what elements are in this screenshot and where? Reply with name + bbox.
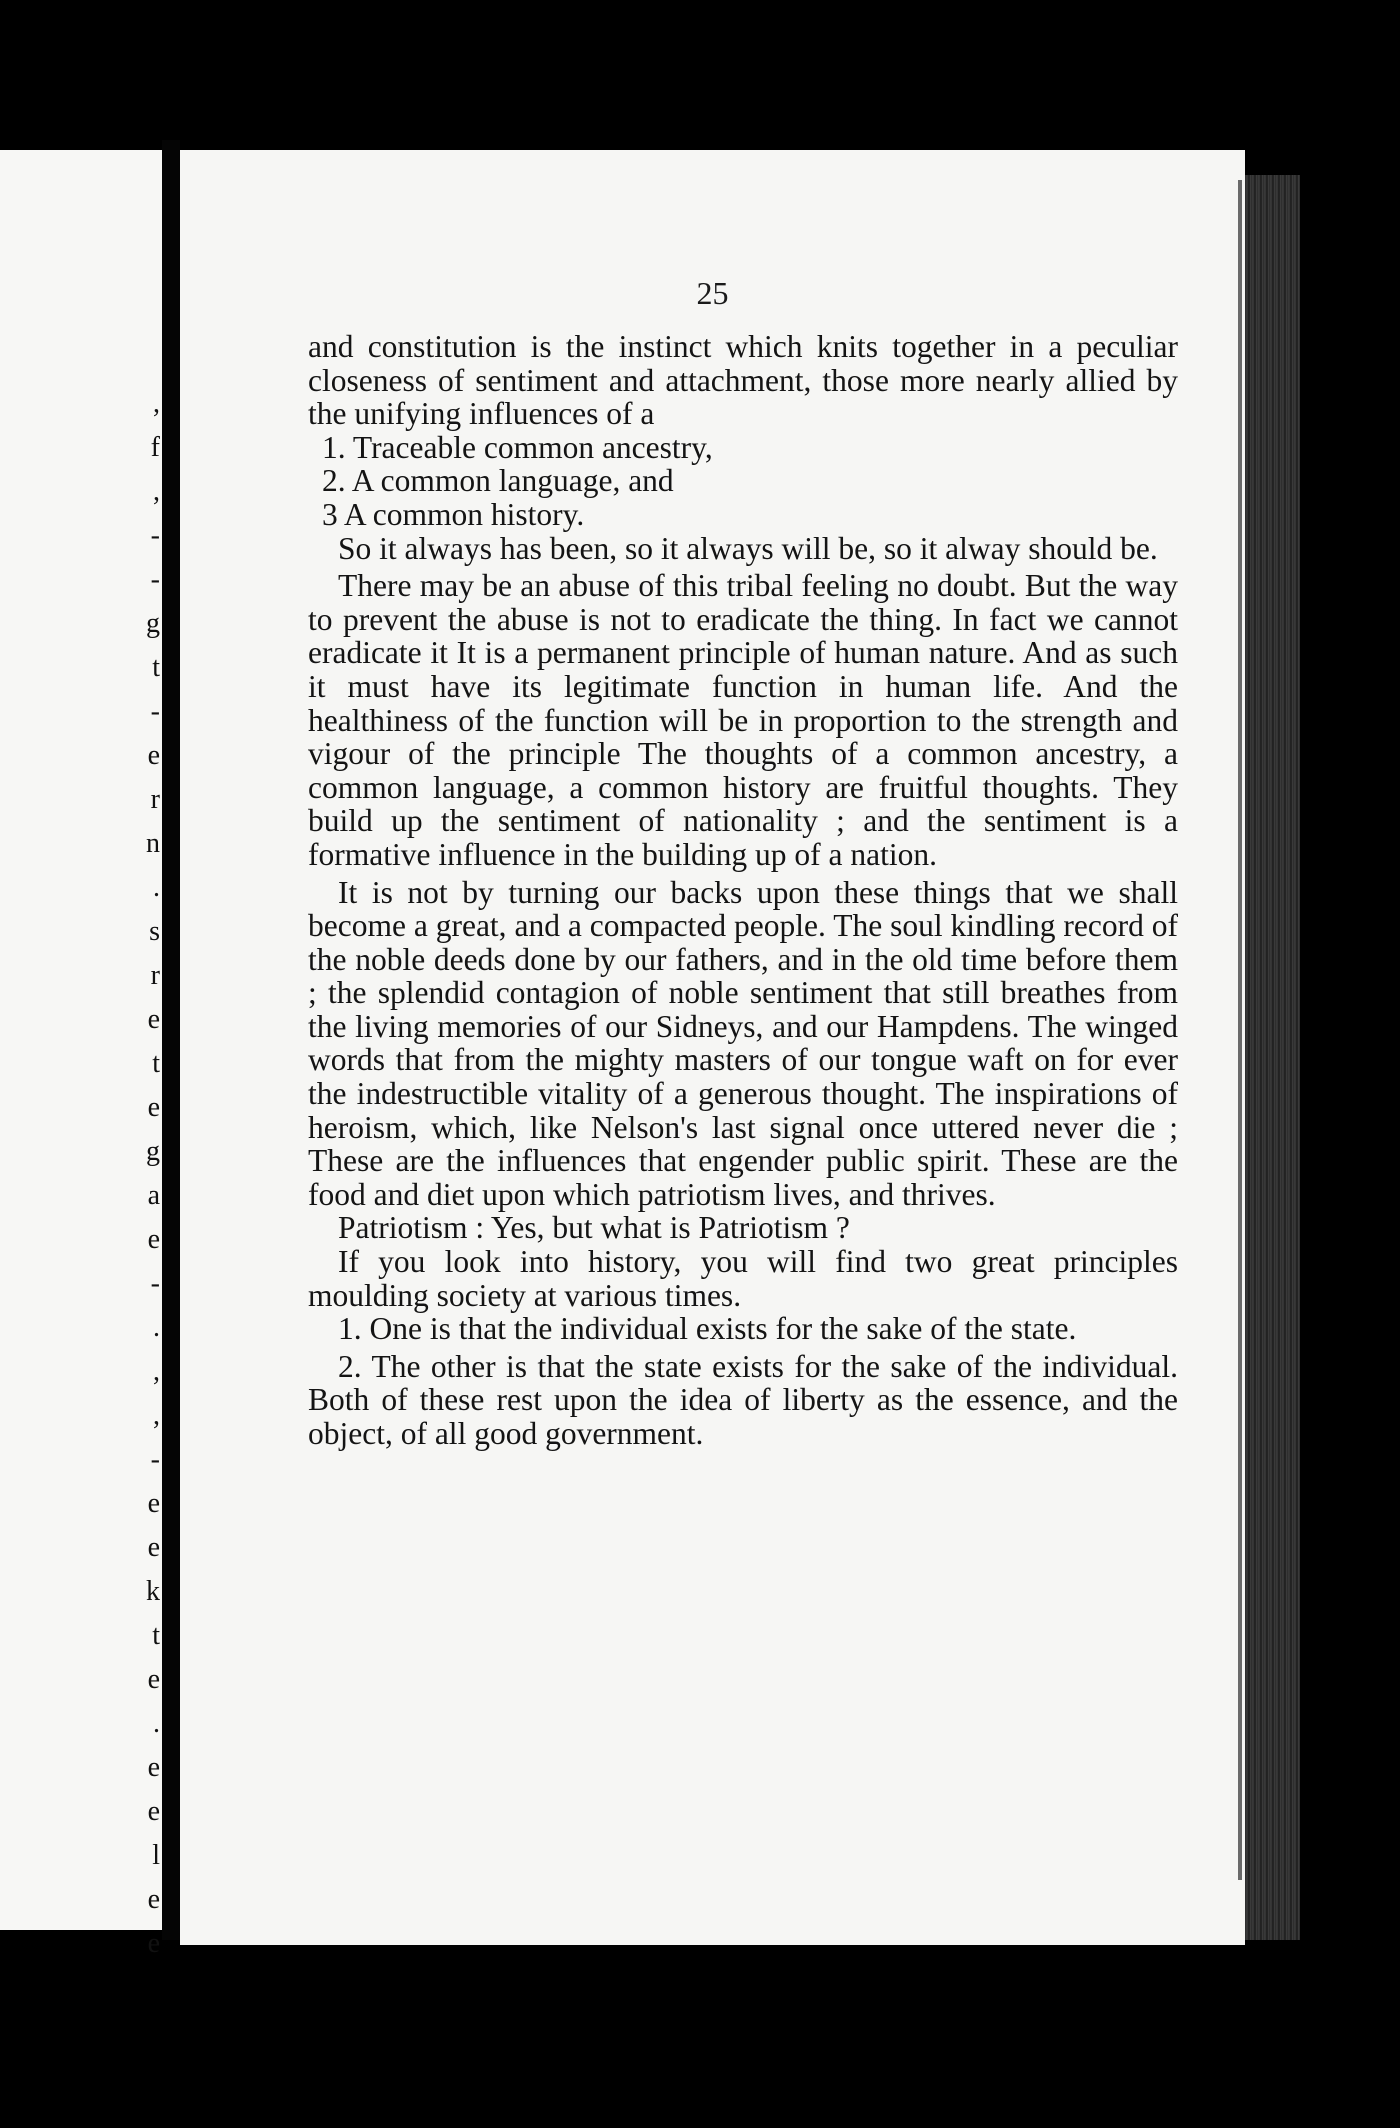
margin-char: t [152, 1620, 160, 1651]
page-number: 25 [696, 275, 729, 311]
page-body [308, 330, 1178, 1451]
margin-char: - [150, 564, 160, 595]
list-item-ancestry: 1. Traceable common ancestry, [322, 429, 713, 465]
margin-char: . [153, 1312, 160, 1343]
margin-char: e [147, 1884, 160, 1915]
margin-char: e [147, 1664, 160, 1695]
previous-page-edge [0, 150, 165, 1959]
page-edge-line [1238, 180, 1242, 1880]
margin-char: g [146, 1136, 160, 1167]
margin-char: f [150, 432, 160, 463]
margin-char: e [147, 1004, 160, 1035]
book-page [180, 150, 1245, 1945]
margin-char: n [146, 828, 160, 859]
paragraph-principle-two: 2. The other is that the state exists for the sake of the individual. Both of these rest upon the idea of liberty as the essence, and the object, of all good government. [308, 1348, 1178, 1451]
margin-char: e [147, 1224, 160, 1255]
book-gutter [162, 140, 180, 1940]
margin-char: k [146, 1576, 160, 1607]
margin-char: e [147, 1488, 160, 1519]
paragraph-patriotism-question: Patriotism : Yes, but what is Patriotism ? [338, 1210, 850, 1246]
margin-char: . [153, 872, 160, 903]
paragraph-two-principles: If you look into history, you will find two great principles moulding society at various times. [308, 1244, 1178, 1313]
margin-char: e [147, 1532, 160, 1563]
margin-char: - [150, 1444, 160, 1475]
stacked-page-edges [1245, 175, 1300, 1940]
margin-char: , [153, 388, 160, 419]
margin-char: t [152, 1048, 160, 1079]
margin-char: r [150, 960, 160, 991]
margin-char: e [147, 740, 160, 771]
list-item-history: 3 A common history. [322, 496, 585, 532]
margin-char: , [153, 476, 160, 507]
margin-char: . [153, 1708, 160, 1739]
paragraph-principle-one: 1. One is that the individual exists for the sake of the state. [338, 1311, 1077, 1347]
margin-char: e [147, 1796, 160, 1827]
paragraph-so-it-always: So it always has been, so it always will be, so it alway should be. [338, 530, 1158, 566]
margin-char: t [152, 652, 160, 683]
previous-page-margin-text [0, 150, 162, 1959]
paragraph-continuation: and constitution is the instinct which knits together in a peculiar closeness of sentiment and attachment, those more nearly allied by the unifying influences of a [308, 329, 1178, 432]
margin-char: e [147, 1752, 160, 1783]
paragraph-tribal-feeling: There may be an abuse of this tribal feeling no doubt. But the way to prevent the abuse is not to eradicate the thing. In fact we cannot eradicate it It is a permanent principle of human nature. And as such it must have its legitimate function in human life. And the healthiness of the function will be in proportion to the strength and vigour of the principle The thoughts of a common ancestry, a common language, a common history are fruitful thoughts. They build up the sentiment of nationality ; and the sentiment is a formative influence in the building up of a nation. [308, 568, 1178, 872]
margin-char: , [153, 1400, 160, 1431]
margin-char: - [150, 520, 160, 551]
margin-char: - [150, 1268, 160, 1299]
list-item-language: 2. A common language, and [322, 463, 674, 499]
margin-char: l [152, 1840, 160, 1871]
margin-char: e [147, 1092, 160, 1123]
margin-char: e [147, 1928, 160, 1959]
margin-char: s [149, 916, 160, 947]
margin-char: r [150, 784, 160, 815]
margin-char: , [153, 1356, 160, 1387]
paragraph-turning-backs: It is not by turning our backs upon these things that we shall become a great, and a compacted people. The soul kindling record of the noble deeds done by our fathers, and in the old time before them ; the splendid contagion of noble sentiment that still breathes from the living memories of our Sidneys, and our Hampdens. The winged words that from the mighty masters of our tongue waft on for ever the indestructible vitality of a generous thought. The inspirations of heroism, which, like Nelson's last signal once uttered never die ; These are the influences that engender public spirit. These are the food and diet upon which patriotism lives, and thrives. [308, 874, 1178, 1212]
margin-char: a [147, 1180, 160, 1211]
margin-char: g [146, 608, 160, 639]
margin-char: - [150, 696, 160, 727]
